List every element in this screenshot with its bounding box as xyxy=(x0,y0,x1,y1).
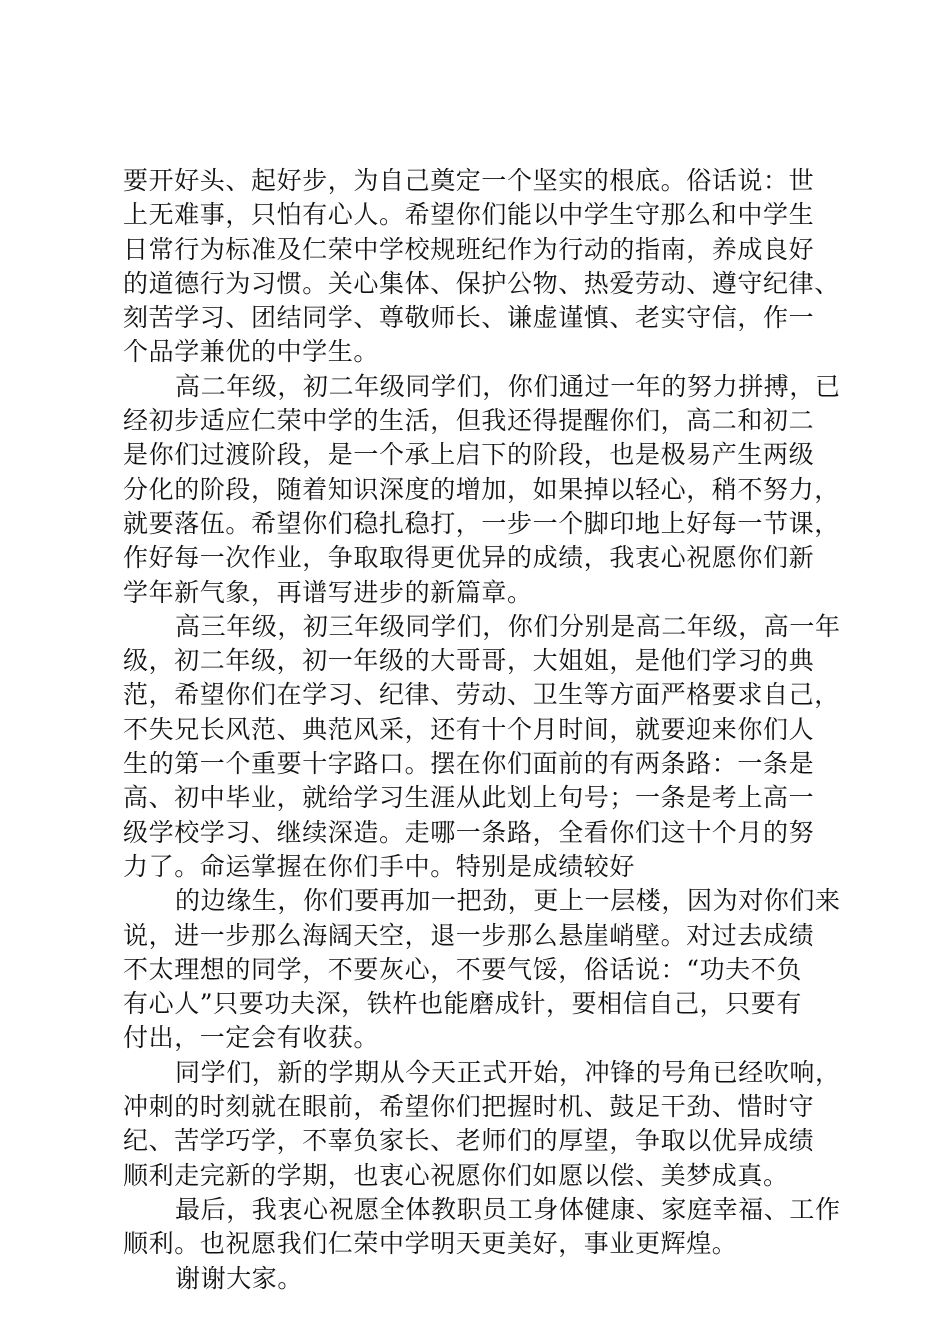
text-line: 最后，我衷心祝愿全体教职员工身体健康、家庭幸福、工作 xyxy=(175,1194,841,1224)
text-line: 高二年级，初二年级同学们，你们通过一年的努力拼搏，已 xyxy=(175,371,841,401)
text-line: 范，希望你们在学习、纪律、劳动、卫生等方面严格要求自己， xyxy=(123,680,840,710)
text-line: 付出，一定会有收获。 xyxy=(123,1023,380,1053)
text-line: 高三年级，初三年级同学们，你们分别是高二年级，高一年 xyxy=(175,611,841,641)
text-line: 刻苦学习、团结同学、尊敬师长、谦虚谨慎、老实守信，作一 xyxy=(123,303,815,333)
text-line: 要开好头、起好步，为自己奠定一个坚实的根底。俗话说：世 xyxy=(123,166,815,195)
text-line: 不太理想的同学，不要灰心，不要气馁，俗话说：“功夫不负 xyxy=(123,954,802,984)
text-line: 分化的阶段，随着知识深度的增加，如果掉以轻心，稍不努力， xyxy=(123,474,840,504)
text-line: 日常行为标准及仁荣中学校规班纪作为行动的指南，养成良好 xyxy=(123,234,815,264)
text-line: 有心人”只要功夫深，铁杵也能磨成针，要相信自己，只要有 xyxy=(123,989,802,1019)
body-text xyxy=(123,164,855,1296)
text-line: 高、初中毕业，就给学习生涯从此划上句号；一条是考上高一 xyxy=(123,783,815,813)
text-line: 不失兄长风范、典范风采，还有十个月时间，就要迎来你们人 xyxy=(123,714,815,744)
text-line: 级，初二年级，初一年级的大哥哥，大姐姐，是他们学习的典 xyxy=(123,646,815,676)
text-line: 纪、苦学巧学，不辜负家长、老师们的厚望，争取以优异成绩 xyxy=(123,1126,815,1156)
text-line: 谢谢大家。 xyxy=(175,1263,304,1293)
text-line: 说，进一步那么海阔天空，退一步那么悬崖峭壁。对过去成绩 xyxy=(123,920,815,950)
text-line: 个品学兼优的中学生。 xyxy=(123,337,380,367)
text-line: 力了。命运掌握在你们手中。特别是成绩较好 xyxy=(123,851,636,881)
text-line: 顺利。也祝愿我们仁荣中学明天更美好，事业更辉煌。 xyxy=(123,1229,738,1259)
text-line: 生的第一个重要十字路口。摆在你们面前的有两条路：一条是 xyxy=(123,749,815,779)
text-line: 的边缘生，你们要再加一把劲，更上一层楼，因为对你们来 xyxy=(175,886,841,916)
text-line: 就要落伍。希望你们稳扎稳打，一步一个脚印地上好每一节课， xyxy=(123,508,840,538)
text-line: 的道德行为习惯。关心集体、保护公物、热爱劳动、遵守纪律、 xyxy=(123,268,840,298)
text-line: 冲刺的时刻就在眼前，希望你们把握时机、鼓足干劲、惜时守 xyxy=(123,1092,815,1122)
text-line: 经初步适应仁荣中学的生活，但我还得提醒你们，高二和初二 xyxy=(123,406,815,436)
text-line: 作好每一次作业，争取取得更优异的成绩，我衷心祝愿你们新 xyxy=(123,543,815,573)
text-line: 是你们过渡阶段，是一个承上启下的阶段，也是极易产生两级 xyxy=(123,440,815,470)
text-line: 同学们，新的学期从今天正式开始，冲锋的号角已经吹响， xyxy=(175,1057,841,1087)
text-line: 顺利走完新的学期，也衷心祝愿你们如愿以偿、美梦成真。 xyxy=(123,1160,789,1190)
text-line: 级学校学习、继续深造。走哪一条路，全看你们这十个月的努 xyxy=(123,817,815,847)
text-line: 学年新气象，再谱写进步的新篇章。 xyxy=(123,577,533,607)
text-line: 上无难事，只怕有心人。希望你们能以中学生守那么和中学生 xyxy=(123,200,815,230)
